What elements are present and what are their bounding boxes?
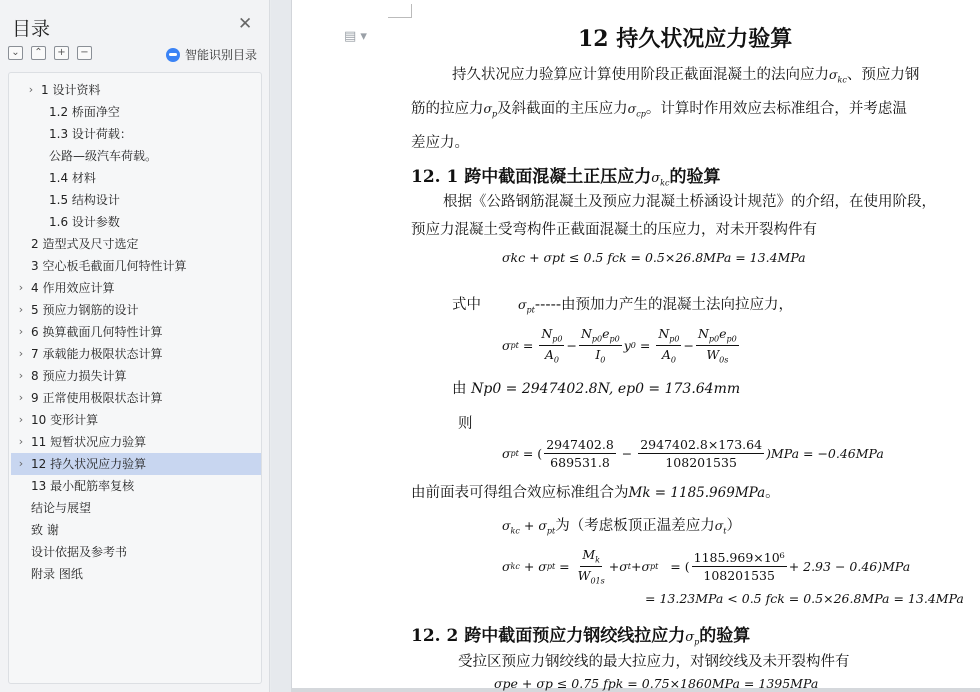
close-icon[interactable]: ✕ [238, 14, 253, 34]
where-text: -----由预加力产生的混凝土法向拉应力， [534, 297, 794, 313]
chevron-right-icon[interactable]: › [18, 347, 24, 360]
toc-item[interactable] [11, 475, 261, 497]
eq3-denominator-2: 108201535 [665, 455, 737, 470]
toc-item[interactable] [11, 343, 261, 365]
toc-item[interactable] [11, 211, 261, 233]
paragraph-1-line-1: 根据《公路钢筋混凝土及预应力混凝土桥涵设计规范》的介绍，在使用阶段， [443, 194, 936, 210]
combination-line [411, 481, 780, 502]
intro-text-3: 筋的拉应力 [411, 101, 484, 117]
collapse-all-button[interactable]: ⌃ [31, 46, 46, 60]
paragraph-2: 受拉区预应力钢绞线的最大拉应力，对钢绞线及未开裂构件有 [458, 654, 850, 670]
toc-item-label: 1.2 桥面净空 [49, 105, 120, 119]
equation-6: = 13.23MPa < 0.5 fck = 0.5×26.8MPa = 13.4MPa [645, 591, 964, 606]
toc-item-label: 12 持久状况应力验算 [31, 457, 147, 471]
toc-item[interactable] [11, 409, 261, 431]
toc-item[interactable] [11, 365, 261, 387]
toc-item-label: 1.5 结构设计 [49, 193, 120, 207]
intro-text-1: 持久状况应力验算应计算使用阶段正截面混凝土的法向应力 [452, 67, 829, 83]
toc-item-label: 致 谢 [31, 523, 59, 537]
chevron-right-icon[interactable]: › [18, 391, 24, 404]
intro-text-2: 、预应力钢 [846, 67, 920, 83]
toc-item-label: 3 空心板毛截面几何特性计算 [31, 259, 187, 273]
intro-line-2: 筋的拉应力$\sigma_p$及斜截面的主压应力$\sigma_{cp}$。计算时作用效应去标准组合，并考虑温 [411, 101, 907, 119]
given-equation: Np0 = 2947402.8N, ep0 = 173.64mm [471, 381, 741, 397]
eq3-result: )MPa = −0.46MPa [766, 446, 884, 461]
given-label: 由 [452, 381, 467, 397]
toc-item[interactable] [11, 431, 261, 453]
toc-item-label: 1.4 材料 [49, 171, 96, 185]
toc-item[interactable] [11, 167, 261, 189]
combination-end: 。 [765, 485, 780, 501]
combination-text: 由前面表可得组合效应标准组合为 [411, 485, 629, 501]
chevron-right-icon[interactable]: › [18, 325, 24, 338]
heading-12-2: 12. 2 跨中截面预应力钢绞线拉应力$\sigma_p$的验算 [411, 626, 751, 647]
toc-item[interactable] [11, 255, 261, 277]
then-label: 则 [458, 416, 473, 432]
given-values [452, 377, 740, 398]
nav-title: 目录 [12, 18, 51, 40]
smart-toc-label: 智能识别目录 [185, 48, 258, 62]
toc-item[interactable] [11, 519, 261, 541]
heading-12-2-suffix: 的验算 [699, 626, 751, 646]
where-definition: $\sigma_{pt}-----$由预加力产生的混凝土法向拉应力， [518, 297, 794, 315]
sum-label-line: $\sigma_{kc} + \sigma_{pt}$为（考虑板顶正温差应力$\sigma_t$） [502, 518, 741, 536]
toc-item-label: 6 换算截面几何特性计算 [31, 325, 163, 339]
nav-toolbar [8, 46, 92, 60]
toc-item[interactable] [11, 453, 261, 475]
equation-1: σkc + σpt ≤ 0.5 fck = 0.5×26.8MPa = 13.4MPa [502, 250, 806, 265]
chevron-right-icon[interactable]: › [28, 83, 34, 96]
toc-item-label: 1.6 设计参数 [49, 215, 120, 229]
chevron-right-icon[interactable]: › [18, 281, 24, 294]
toc-item[interactable] [11, 563, 261, 585]
paragraph-1-line-2: 预应力混凝土受弯构件正截面混凝土的压应力，对未开裂构件有 [411, 222, 817, 238]
toc-item-label: 2 造型式及尺寸选定 [31, 237, 139, 251]
heading-12-1-text: 12. 1 跨中截面混凝土正压应力 [411, 167, 652, 187]
chevron-right-icon[interactable]: › [18, 369, 24, 382]
expand-all-button[interactable]: ⌄ [8, 46, 23, 60]
toc-item-label: 结论与展望 [31, 501, 92, 515]
toc-item-label: 4 作用效应计算 [31, 281, 115, 295]
chevron-right-icon[interactable]: › [18, 303, 24, 316]
toc-item-label: 1 设计资料 [41, 83, 101, 97]
sum-label-text: 为（考虑板顶正温差应力 [555, 518, 715, 534]
toc-item[interactable] [11, 541, 261, 563]
intro-text-6: 差应力。 [411, 135, 469, 151]
toc-item[interactable] [11, 497, 261, 519]
toc-item[interactable] [11, 387, 261, 409]
toc-item[interactable] [11, 79, 261, 101]
intro-line-1: 持久状况应力验算应计算使用阶段正截面混凝土的法向应力$\sigma_{kc}$、预应力钢 [452, 67, 920, 85]
heading-12-1: 12. 1 跨中截面混凝土正压应力$\sigma_{kc}$的验算 [411, 167, 721, 188]
toc-item[interactable] [11, 123, 261, 145]
toc-panel [8, 72, 262, 684]
toc-item[interactable] [11, 101, 261, 123]
toc-item-label: 10 变形计算 [31, 413, 99, 427]
toc-item-label: 8 预应力损失计算 [31, 369, 127, 383]
ai-assistant-icon [166, 48, 180, 62]
eq3-numerator-2: 2947402.8×173.64 [640, 437, 763, 452]
toc-list [11, 79, 261, 585]
page-margin-mark [388, 4, 412, 18]
toc-item[interactable] [11, 299, 261, 321]
toc-item[interactable] [11, 233, 261, 255]
toc-item[interactable] [11, 189, 261, 211]
eq5-tail: + 2.93 − 0.46)MPa [788, 558, 911, 574]
navigation-pane [0, 0, 270, 692]
toc-item-label: 公路—级汽车荷载。 [49, 149, 158, 163]
heading-12-1-suffix: 的验算 [669, 167, 721, 187]
toc-item-label: 13 最小配筋率复核 [31, 479, 135, 493]
toc-item-label: 11 短暂状况应力验算 [31, 435, 147, 449]
toc-item[interactable] [11, 277, 261, 299]
heading-12-2-text: 12. 2 跨中截面预应力钢绞线拉应力 [411, 626, 686, 646]
sum-label-end: ） [726, 518, 741, 534]
eq5-denominator: 108201535 [703, 567, 775, 583]
toc-item-label: 5 预应力钢筋的设计 [31, 303, 139, 317]
toc-item-label: 1.3 设计荷载： [49, 127, 132, 141]
toc-item-label: 设计依据及参考书 [31, 545, 128, 559]
page-options-icon[interactable]: ▤ ▾ [344, 29, 367, 44]
toc-item[interactable] [11, 321, 261, 343]
intro-text-4: 及斜截面的主压应力 [497, 101, 628, 117]
chevron-right-icon[interactable]: › [18, 413, 24, 426]
eq3-denominator-1: 689531.8 [550, 455, 610, 470]
intro-text-5: 。计算时作用效应去标准组合，并考虑温 [645, 101, 907, 117]
add-heading-button[interactable]: + [54, 46, 69, 60]
equation-7: σpe + σp ≤ 0.75 fpk = 0.75×1860MPa = 1395MPa [494, 676, 819, 691]
chevron-right-icon[interactable]: › [18, 435, 24, 448]
remove-heading-button[interactable]: − [77, 46, 92, 60]
equation-2: σ pt = $\frac{N_{p0}}{A_0}$ − $\frac{N_{p0}e_{p0}}{I_0}$ y 0 = $\frac{N_{p0}}{A_0}$ − $\frac{N_{p0}e_{p0}}{W_{0s}}$ [502, 326, 737, 364]
toc-item-label: 附录 图纸 [31, 567, 83, 581]
toc-item-label: 7 承载能力极限状态计算 [31, 347, 163, 361]
section-title: 12 持久状况应力验算 [578, 26, 793, 52]
chevron-right-icon[interactable]: › [18, 457, 24, 470]
where-label: 式中 [452, 297, 481, 313]
toc-item-label: 9 正常使用极限状态计算 [31, 391, 163, 405]
smart-toc-button[interactable] [166, 46, 257, 63]
toc-item[interactable] [11, 145, 261, 167]
equation-5: σ kc + σ pt = $\frac{M_k}{W_{01s}}$ + σ t + σ pt = ( $\frac{\text{1185.969×10⁶}}{108201535}$ + 2.93 − 0.46)MPa [502, 547, 911, 585]
eq5-numerator: 1185.969×10⁶ [693, 549, 785, 565]
eq3-numerator-1: 2947402.8 [546, 437, 614, 452]
combination-value: Mk = 1185.969MPa [628, 485, 766, 501]
equation-3: σ pt = ( $\frac{2947402.8}{689531.8}$ − $\frac{2947402.8\times 173.64}{108201535}$ )MPa = −0.46MPa [502, 437, 884, 470]
